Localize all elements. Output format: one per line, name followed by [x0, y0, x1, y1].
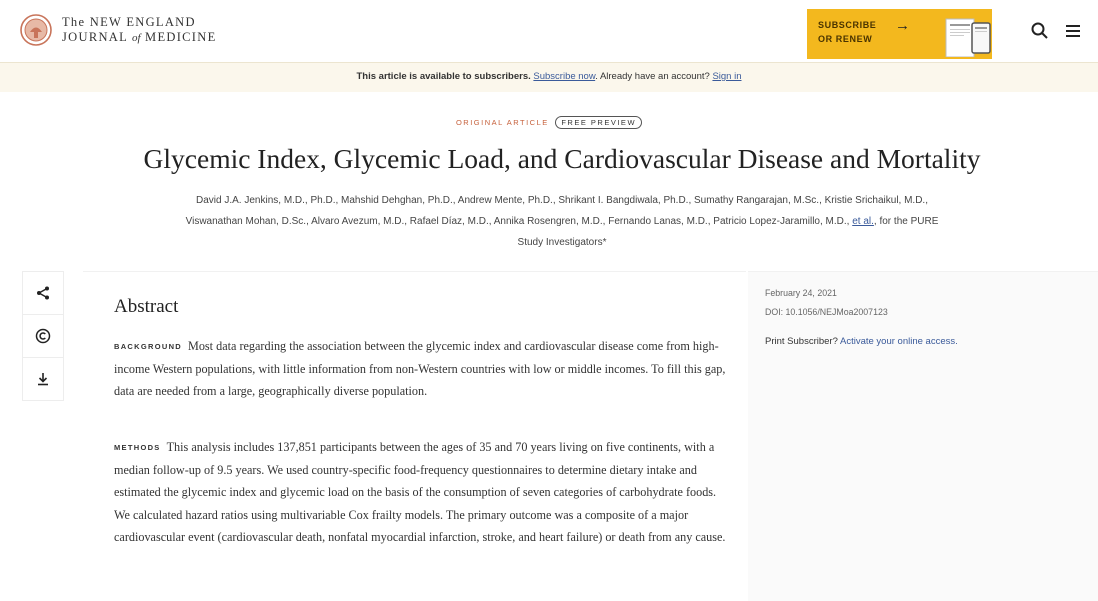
free-preview-badge: FREE PREVIEW: [555, 116, 642, 129]
article-kicker: [0, 116, 1098, 129]
authors-line-3: Study Investigators*: [517, 237, 607, 248]
journal-cover-icon: [942, 15, 992, 57]
arrow-right-icon: →: [895, 17, 910, 34]
abstract-methods-paragraph: [114, 436, 734, 548]
subscribe-renew-button[interactable]: [807, 9, 992, 59]
article-tools-rail: [22, 271, 64, 401]
subscribe-now-link[interactable]: Subscribe now: [533, 71, 596, 82]
methods-text: This analysis includes 137,851 participants between the ages of 35 and 70 years living on five continents, with a median follow-up of 9.5 years. We used country-specific food-frequency questionnaires to determine dietary intake and estimated the glycemic index and glycemic load on the basis of the consumption of seven categories of carbohydrate foods. We calculated hazard ratios using multivariable Cox frailty models. The primary outcome was a composite of a major cardiovascular event (cardiovascular death, nonfatal myocardial infarction, stroke, and heart failure) or death from any cause.: [114, 440, 726, 544]
activate-access-link[interactable]: Activate your online access.: [840, 336, 958, 347]
copyright-icon: [35, 328, 51, 344]
brand-line-2: JOURNAL of MEDICINE: [62, 30, 217, 44]
publication-meta: [765, 284, 888, 322]
sign-in-link[interactable]: Sign in: [712, 71, 742, 82]
article-type-label: ORIGINAL ARTICLE: [455, 118, 549, 127]
download-icon: [35, 371, 51, 387]
notice-middle-text: . Already have an account?: [595, 71, 710, 82]
brand-wordmark[interactable]: [62, 15, 217, 46]
brand-line-1: The NEW ENGLAND: [62, 15, 196, 29]
methods-label: METHODS: [114, 443, 161, 452]
authors-line-2: Viswanathan Mohan, D.Sc., Alvaro Avezum, M.D., Rafael Díaz, M.D., Annika Rosengren, M.D., Fernando Lanas, M.D., Patricio Lopez-Jaramillo, M.D., et al., for the PURE: [185, 216, 939, 227]
print-subscriber-text: Print Subscriber?: [765, 336, 838, 347]
permissions-button[interactable]: [23, 314, 63, 357]
search-icon[interactable]: [1030, 21, 1050, 41]
print-subscriber-prompt: [765, 336, 958, 347]
subscriber-notice-bar: [0, 62, 1098, 92]
abstract-heading: Abstract: [114, 296, 179, 317]
share-button[interactable]: [23, 272, 63, 314]
author-list: [120, 190, 1004, 253]
authors-line-1: David J.A. Jenkins, M.D., Ph.D., Mahshid Dehghan, Ph.D., Andrew Mente, Ph.D., Shrikant I. Bangdiwala, Ph.D., Sumathy Rangarajan, M.Sc., Kristie Srichaikul, M.D.,: [196, 195, 928, 206]
notice-text: This article is available to subscribers.: [356, 71, 531, 82]
background-label: BACKGROUND: [114, 342, 182, 351]
share-icon: [35, 285, 51, 301]
doi-text: DOI: 10.1056/NEJMoa2007123: [765, 307, 888, 317]
site-header: [0, 0, 1098, 62]
subscribe-label: SUBSCRIBE OR RENEW: [818, 20, 877, 44]
nejm-seal-logo[interactable]: [20, 14, 52, 46]
background-text: Most data regarding the association between the glycemic index and cardiovascular disease come from high-income Western populations, with little information from non-Western countries with low or middle incomes. To fill this gap, data are needed from a large, geographically diverse population.: [114, 339, 726, 399]
publication-date: February 24, 2021: [765, 288, 837, 298]
download-button[interactable]: [23, 357, 63, 400]
menu-icon[interactable]: [1063, 21, 1083, 41]
et-al-link[interactable]: et al.: [852, 216, 874, 227]
article-title: Glycemic Index, Glycemic Load, and Cardiovascular Disease and Mortality: [143, 143, 981, 174]
abstract-background-paragraph: [114, 335, 734, 403]
